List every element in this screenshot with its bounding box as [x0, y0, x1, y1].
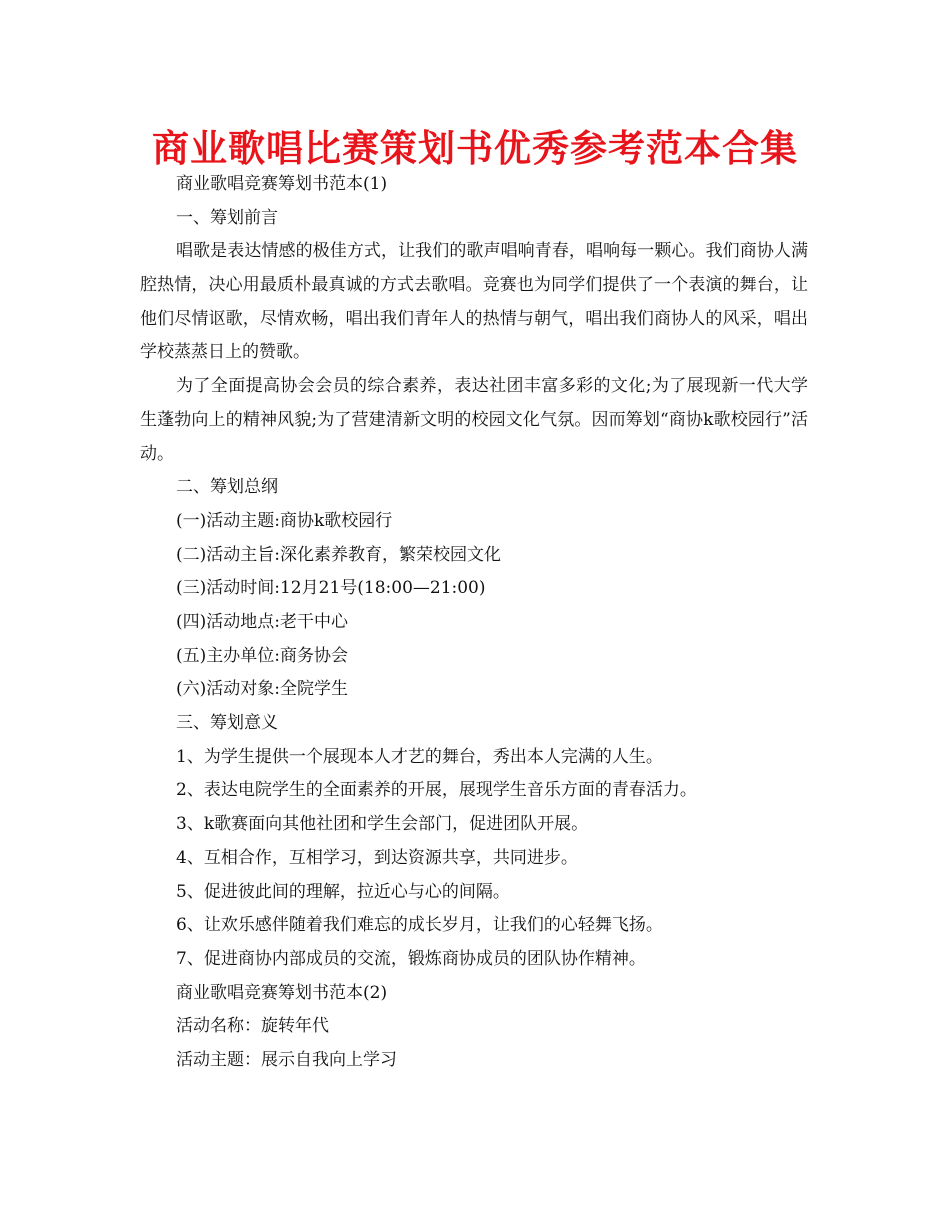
list-item: (六)活动对象:全院学生: [176, 679, 348, 700]
list-item: 6、让欢乐感伴随着我们难忘的成长岁月，让我们的心轻舞飞扬。: [176, 915, 663, 936]
list-item: 7、促进商协内部成员的交流，锻炼商协成员的团队协作精神。: [176, 948, 646, 969]
list-item: 5、促进彼此间的理解，拉近心与心的间隔。: [176, 881, 510, 902]
list-item: (二)活动主旨:深化素养教育，繁荣校园文化: [176, 544, 501, 565]
list-item: 活动主题：展示自我向上学习: [176, 1049, 397, 1070]
list-item: (一)活动主题:商协k歌校园行: [176, 510, 393, 531]
document-body: [140, 168, 808, 1078]
body-paragraph: 为了全面提高协会会员的综合素养，表达社团丰富多彩的文化;为了展现新一代大学生蓬勃向上的精神风貌;为了营建清新文明的校园文化气氛。因而筹划“商协k歌校园行”活动。: [140, 376, 808, 464]
body-paragraph: 唱歌是表达情感的极佳方式，让我们的歌声唱响青春，唱响每一颗心。我们商协人满腔热情，决心用最质朴最真诚的方式去歌唱。竞赛也为同学们提供了一个表演的舞台，让他们尽情讴歌，尽情欢畅，唱出我们青年人的热情与朝气，唱出我们商协人的风采，唱出学校蒸蒸日上的赞歌。: [140, 241, 808, 363]
section-heading: 二、筹划总纲: [176, 477, 278, 498]
section-heading: 一、筹划前言: [176, 207, 278, 228]
list-item: 3、k歌赛面向其他社团和学生会部门，促进团队开展。: [176, 814, 589, 835]
list-item: 1、为学生提供一个展现本人才艺的舞台，秀出本人完满的人生。: [176, 746, 663, 767]
document-title: 商业歌唱比赛策划书优秀参考范本合集: [152, 127, 798, 170]
list-item: (三)活动时间:12月21号(18:00—21:00): [176, 578, 486, 599]
list-item: (四)活动地点:老干中心: [176, 612, 348, 633]
list-item: 2、表达电院学生的全面素养的开展，展现学生音乐方面的青春活力。: [176, 780, 697, 801]
list-item: 4、互相合作，互相学习，到达资源共享，共同进步。: [176, 847, 578, 868]
section-heading: 三、筹划意义: [176, 713, 278, 734]
list-item: 活动名称：旋转年代: [176, 1016, 329, 1037]
section-heading: 商业歌唱竞赛筹划书范本(1): [176, 174, 388, 194]
list-item: (五)主办单位:商务协会: [176, 645, 348, 666]
section-heading: 商业歌唱竞赛筹划书范本(2): [176, 982, 388, 1003]
